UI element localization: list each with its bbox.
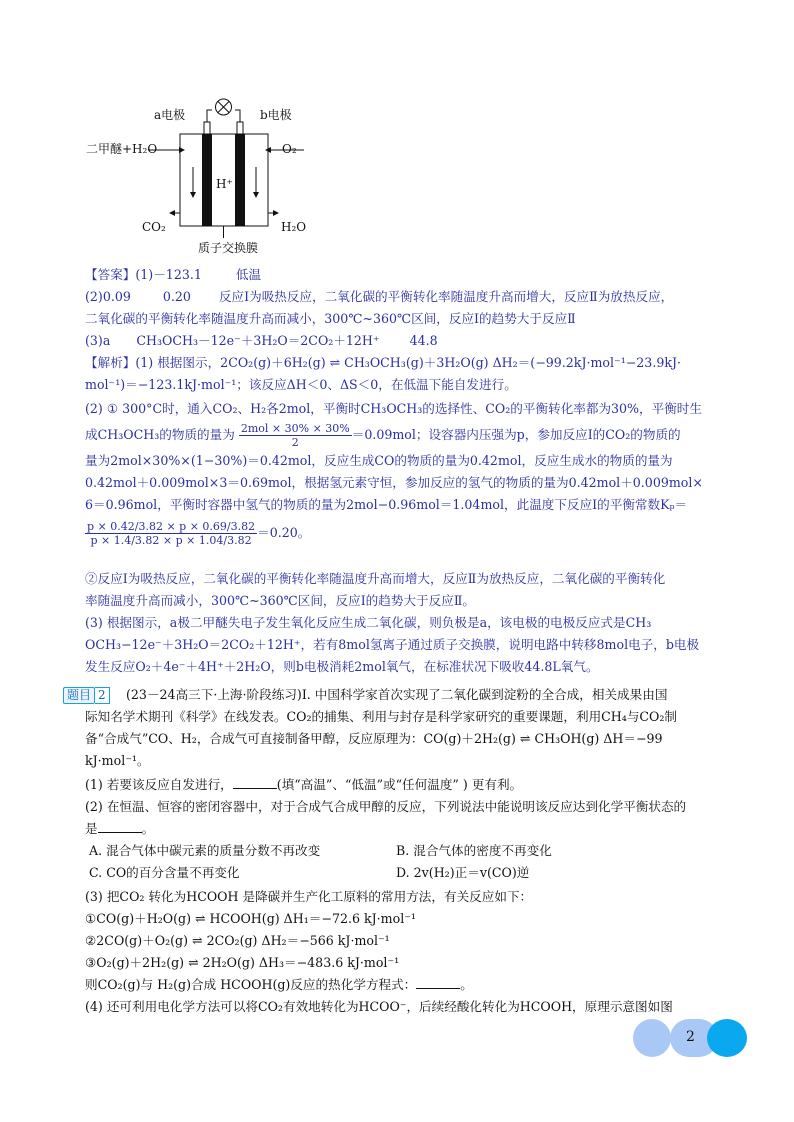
question-tag: 题目 [63,687,95,704]
question-number: 2 [95,687,110,704]
answer-tag: 【答案】 [85,267,136,282]
electrode-a-label: a电极 [154,108,186,122]
answer-blank-3[interactable] [416,976,460,989]
option-b[interactable]: B. 混合气体的密度不再变化 [396,843,552,858]
page-badge-light [633,1019,671,1057]
analysis-line-4: 成CH₃OCH₃的物质的量为 $\frac{\text{2mol × 30\% × 30\%}}{2}$ ＝0.09mol；设容器内压强为p，参加反应Ⅰ的CO₂的物质的 [85,422,681,449]
analysis-line-3: (2) ① 300°C时，通入CO₂、H₂各2mol，平衡时CH₃OCH₃的选择性、CO₂的平衡转化率都为30%，平衡时生 [85,401,702,416]
analysis-line-9: ②反应Ⅰ为吸热反应，二氧化碳的平衡转化率随温度升高而增大，反应Ⅱ为放热反应，二氧化碳的平衡转化 [85,571,666,586]
analysis-line-12: OCH₃−12e⁻＋3H₂O＝2CO₂＋12H⁺，若有8mol氢离子通过质子交换膜，说明电路中转移8mol电子，b电极 [85,637,700,652]
inlet-left-label: 二甲醚+H₂O [86,142,158,156]
option-a[interactable]: A. 混合气体中碳元素的质量分数不再改变 [89,843,321,858]
analysis-line-11: (3) 根据图示，a极二甲醚失电子发生氧化反应生成二氧化碳，则负极是a，该电极的电极反应式是CH₃ [85,615,652,630]
page-number: 2 [686,1029,695,1045]
analysis-line-2: mol⁻¹)＝−123.1kJ·mol⁻¹；该反应ΔH＜0、ΔS＜0，在低温下能自发进行。 [85,377,517,392]
analysis-line-13: 发生反应O₂＋4e⁻＋4H⁺＋2H₂O，则b电极消耗2mol氧气，在标准状况下吸收44.8L氧气。 [85,659,599,674]
outlet-right-label: H₂O [281,220,307,234]
fraction-1: $\frac{\text{2mol × 30\% × 30\%}}{2}$ [240,422,350,449]
question-line-3: 备“合成气”CO、H₂，合成气可直接制备甲醇，反应原理为：CO(g)＋2H₂(g) ⇌ CH₃OH(g) ΔH＝−99 [85,731,663,746]
outlet-left-label: CO₂ [142,220,166,234]
inlet-right-label: O₂ [282,142,297,156]
option-c[interactable]: C. CO的百分含量不再变化 [89,865,240,880]
question-header [63,686,110,704]
question-1: (1) 若要该反应自发进行， (填“高温”、“低温”或“任何温度” ) 更有利。 [85,777,523,792]
question-2b: 是 。 [85,821,155,836]
answer-line-3: 二氧化碳的平衡转化率随温度升高而减小，300℃~360℃区间，反应Ⅰ的趋势大于反应Ⅱ [85,311,576,326]
analysis-line-5: 量为2mol×30%×(1−30%)＝0.42mol，反应生成CO的物质的量为0.42mol，反应生成水的物质的量为 [85,453,673,468]
question-3: (3) 把CO₂ 转化为HCOOH 是降碳并生产化工原料的常用方法，有关反应如下： [85,889,533,904]
analysis-line-7: 6＝0.96mol，平衡时容器中氢气的物质的量为2mol−0.96mol＝1.04mol，此温度下反应Ⅰ的平衡常数Kₚ＝ [85,497,688,512]
question-line-2: 际知名学术期刊《科学》在线发表。CO₂的捕集、利用与封存是科学家研究的重要课题，利用CH₄与CO₂制 [85,709,678,724]
question-4: (4) 还可利用电化学方法可以将CO₂有效地转化为HCOO⁻，后续经酸化转化为HCOOH，原理示意图如图 [85,999,673,1014]
option-d[interactable]: D. 2v(H₂)正＝v(CO)逆 [396,865,530,880]
lamp-icon [216,99,232,115]
answer-blank-1[interactable] [233,776,277,789]
answer-blank-2[interactable] [98,820,142,833]
analysis-line-6: 0.42mol＋0.009mol×3＝0.69mol，根据氢元素守恒，参加反应的氢气的物质的量为0.42mol＋0.009mol× [85,475,703,490]
page-badge-dark [707,1019,747,1057]
question-3b: 则CO₂(g)与 H₂(g)合成 HCOOH(g)反应的热化学方程式： 。 [85,977,473,992]
answer-line-2: (2)0.09 0.20 反应Ⅰ为吸热反应，二氧化碳的平衡转化率随温度升高而增大，反应Ⅱ为放热反应， [85,289,674,304]
analysis-line-10: 率随温度升高而减小，300℃~360℃区间，反应Ⅰ的趋势大于反应Ⅱ。 [85,593,475,608]
question-line-1: (23－24高三下·上海·阶段练习)Ⅰ. 中国科学家首次实现了二氧化碳到淀粉的全合成，相关成果由国 [126,687,668,702]
answer-line-1: 【答案】(1)－123.1 低温 [85,267,262,282]
question-line-4: kJ·mol⁻¹。 [85,753,150,768]
reaction-3: ③O₂(g)＋2H₂(g) ⇌ 2H₂O(g) ΔH₃＝−483.6 kJ·mol⁻¹ [85,955,400,970]
proton-label: H⁺ [216,177,233,191]
question-2: (2) 在恒温、恒容的密闭容器中，对于合成气合成甲醇的反应，下列说法中能说明该反应达到化学平衡状态的 [85,799,687,814]
reaction-2: ②2CO(g)＋O₂(g) ⇌ 2CO₂(g) ΔH₂＝−566 kJ·mol⁻¹ [85,933,390,948]
analysis-line-8: $\frac{p \times 0.42/3.82 \times p \times 0.69/3.82}{p \times 1.4/3.82 \times p \times 1.04/3.82}$ ＝0.20。 [87,520,311,547]
analysis-line-1: 【解析】(1) 根据图示，2CO₂(g)＋6H₂(g) ⇌ CH₃OCH₃(g)＋3H₂O(g) ΔH₂＝(−99.2kJ·mol⁻¹−23.9kJ· [85,355,682,370]
membrane-label: 质子交换膜 [198,241,259,255]
fraction-kp: $\frac{p \times 0.42/3.82 \times p \times 0.69/3.82}{p \times 1.4/3.82 \times p \times 1.04/3.82}$ [87,520,256,547]
reaction-1: ①CO(g)＋H₂O(g) ⇌ HCOOH(g) ΔH₁＝−72.6 kJ·mol⁻¹ [85,911,416,926]
electrode-b-label: b电极 [260,108,292,122]
answer-line-4: (3)a CH₃OCH₃－12e⁻＋3H₂O＝2CO₂＋12H⁺ 44.8 [85,333,438,348]
